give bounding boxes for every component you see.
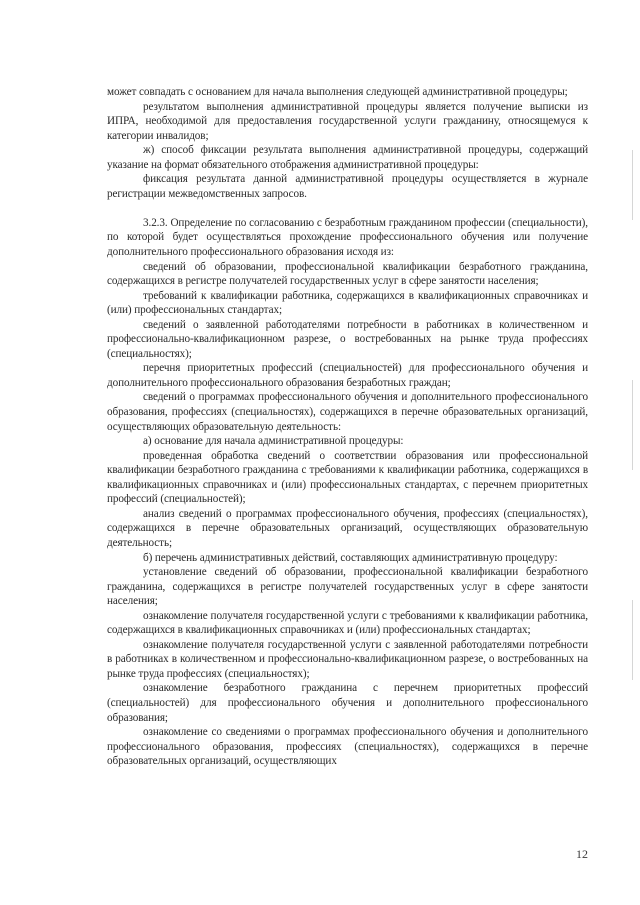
paragraph: ознакомление со сведениями о программах профессионального обучения и дополнительного профессионального образования, профессиях (специальностях), содержащихся в перечне образовательных организаций, осуществляющих (107, 726, 588, 768)
paragraph: ознакомление получателя государственной услуги с требованиями к квалификации работника, содержащихся в квалификационных справочниках и (или) профессиональных стандартах; (107, 609, 588, 637)
paragraph: 3.2.3. Определение по согласованию с безработным гражданином профессии (специальности), по которой будет осуществляться прохождение профессионального обучения или получение дополнительного профессионального образования исходя из: (107, 216, 588, 259)
paragraph: проведенная обработка сведений о соответствии образования или профессиональной квалификации безработного гражданина с требованиями к квалификации работника, содержащихся в квалификационных справочниках и (или) профессиональных стандартах, с перечнем приоритетных профессий (специальностей); (107, 449, 588, 506)
paragraph: ознакомление получателя государственной услуги с заявленной работодателями потребности в работниках в количественном и профессионально-квалификационном разрезе, о востребованных на рынке труда профессиях (специальностях); (107, 638, 588, 680)
document-body (107, 85, 588, 769)
paragraph: требований к квалификации работника, содержащихся в квалификационных справочниках и (или) профессиональных стандартах; (107, 289, 588, 317)
scan-edge-mark (632, 380, 633, 470)
paragraph: установление сведений об образовании, профессиональной квалификации безработного гражданина, содержащихся в регистре получателей государственных услуг в сфере занятости населения; (107, 566, 588, 608)
paragraph: фиксация результата данной административной процедуры осуществляется в журнале регистрации межведомственных запросов. (107, 173, 588, 200)
paragraph: ж) способ фиксации результата выполнения административной процедуры, содержащий указание на формат обязательного отображения административной процедуры: (107, 144, 588, 171)
paragraph: перечня приоритетных профессий (специальностей) для профессионального обучения и дополнительного профессионального образования безработных граждан; (107, 362, 588, 389)
paragraph: может совпадать с основанием для начала выполнения следующей административной процедуры; (107, 86, 568, 98)
paragraph: ознакомление безработного гражданина с перечнем приоритетных профессий (специальностей) для профессионального обучения и дополнительного профессионального образования; (107, 682, 588, 724)
paragraph: б) перечень административных действий, составляющих административную процедуру: (143, 551, 558, 564)
paragraph: сведений о программах профессионального обучения и дополнительного профессионального образования, профессиях (специальностях), содержащихся в перечне образовательных организаций, осуществляющих образовательную деятельность: (107, 391, 588, 433)
paragraph: сведений об образовании, профессиональной квалификации безработного гражданина, содержащихся в регистре получателей государственных услуг в сфере занятости населения; (107, 260, 588, 288)
scan-edge-mark (632, 600, 633, 680)
scan-edge-mark (632, 150, 633, 220)
paragraph: результатом выполнения административной процедуры является получение выписки из ИПРА, необходимой для предоставления государственной услуги гражданину, относящемуся к категории инвалидов; (107, 100, 588, 142)
paragraph: сведений о заявленной работодателями потребности в работниках в количественном и профессионально-квалификационном разрезе, о востребованных на рынке труда профессиях (специальностях); (107, 318, 588, 360)
paragraph: а) основание для начала административной процедуры: (143, 435, 404, 448)
paragraph: анализ сведений о программах профессионального обучения, профессиях (специальностях), содержащихся в перечне образовательных организаций, осуществляющих образовательную деятельность; (107, 507, 588, 549)
page-number: 12 (576, 847, 588, 861)
